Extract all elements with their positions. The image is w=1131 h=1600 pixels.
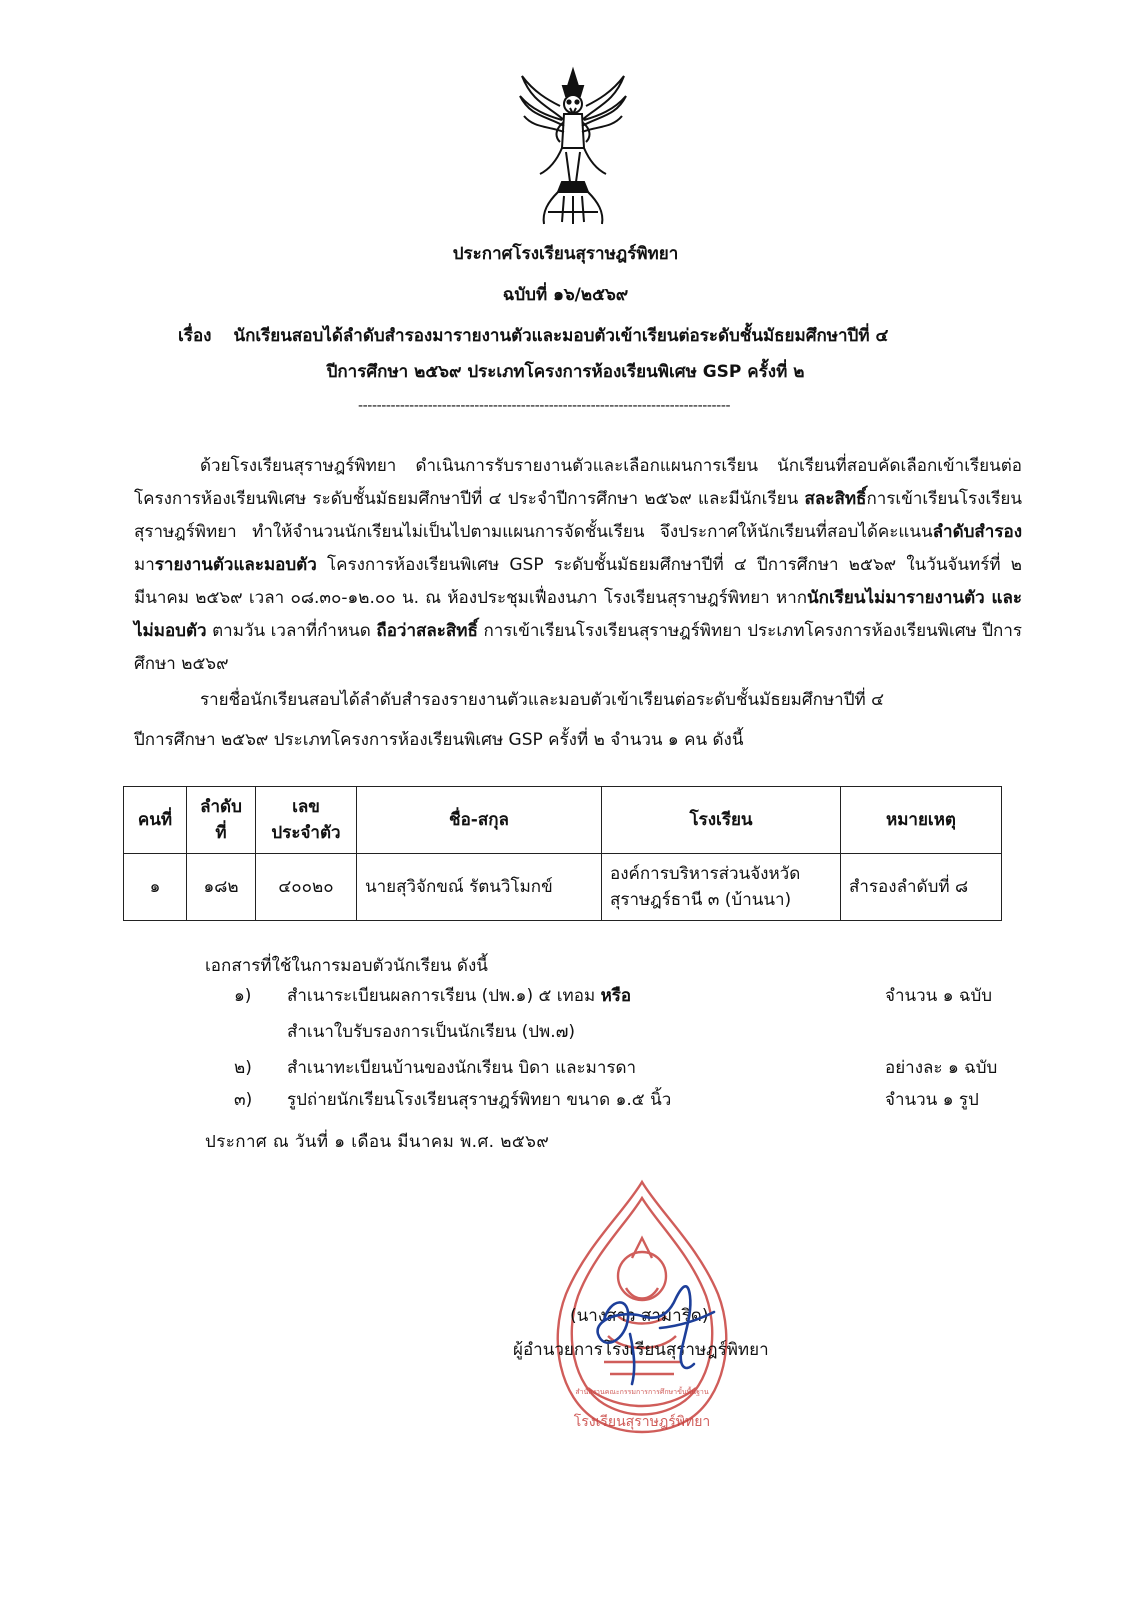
result-table	[123, 786, 1002, 921]
signature-icon	[590, 1268, 720, 1388]
cell-school: องค์การบริหารส่วนจังหวัด สุราษฎร์ธานี ๓ (บ้านนา)	[602, 854, 841, 921]
doc-text-1: สำเนาระเบียนผลการเรียน (ปพ.๑) ๕ เทอม หรือ	[287, 986, 632, 1006]
documents-title: เอกสารที่ใช้ในการมอบตัวนักเรียน ดังนี้	[205, 956, 488, 976]
table-header-row	[124, 787, 1002, 854]
p1-bold-reserve: ลำดับสำรอง	[932, 522, 1022, 542]
signer-title: ผู้อำนวยการโรงเรียนสุราษฎร์พิทยา	[513, 1340, 769, 1360]
garuda-emblem-icon	[518, 62, 628, 232]
col-header-school: โรงเรียน	[602, 787, 841, 854]
p1-text-k: การเข้าเรียนโรงเรียนสุราษฎร์พิทยา ประเภทโครงการห้องเรียนพิเศษ ปีการศึกษา ๒๕๖๙	[134, 621, 1023, 674]
cell-no: ๑	[124, 854, 187, 921]
p1-bold-absent: นักเรียนไม่มารายงานตัว และไม่มอบตัว	[134, 588, 1023, 641]
subject-label: เรื่อง	[178, 326, 212, 346]
separator-line: --------------------------------------------------------------------------------	[358, 398, 731, 414]
doc-num-1: ๑)	[234, 986, 252, 1006]
signer-name: (นางสาว สามาริด)	[570, 1306, 709, 1326]
paragraph-1	[134, 450, 1022, 681]
col-header-no: คนที่	[124, 787, 187, 854]
cell-name: นายสุวิจักขณ์ รัตนวิโมกข์	[357, 854, 602, 921]
cell-student-id: ๔๐๐๒๐	[256, 854, 357, 921]
p1-text-i: ตามวัน เวลาที่กำหนด	[206, 621, 377, 641]
col-header-name: ชื่อ-สกุล	[357, 787, 602, 854]
announcement-date: ประกาศ ณ วันที่ ๑ เดือน มีนาคม พ.ศ. ๒๕๖๙	[205, 1132, 550, 1152]
p1-bold-forfeit: ถือว่าสละสิทธิ์	[376, 621, 478, 641]
p1-text-a: ด้วยโรงเรียนสุราษฎร์พิทยา ดำเนินการรับรายงานตัวและเลือกแผนการเรียน นักเรียนที่สอบคัดเลือกเข้าเรียนต่อโครงการห้องเรียนพิเศษ ระดับชั้นมัธยมศึกษาปีที่ ๔ ประจำปีการศึกษา ๒๕๖๙ และมีนักเรียน	[134, 456, 1022, 509]
paragraph-2-line-1: รายชื่อนักเรียนสอบได้ลำดับสำรองรายงานตัวและมอบตัวเข้าเรียนต่อระดับชั้นมัธยมศึกษาปีที่ ๔	[200, 690, 884, 710]
subject-line-1	[178, 322, 888, 349]
subject-text-1: นักเรียนสอบได้ลำดับสำรองมารายงานตัวและมอบตัวเข้าเรียนต่อระดับชั้นมัธยมศึกษาปีที่ ๔	[233, 326, 889, 346]
paragraph-2-line-2: ปีการศึกษา ๒๕๖๙ ประเภทโครงการห้องเรียนพิเศษ GSP ครั้งที่ ๒ จำนวน ๑ คน ดังนี้	[134, 730, 744, 750]
doc-qty-2: อย่างละ ๑ ฉบับ	[885, 1058, 998, 1078]
p1-bold-waive: สละสิทธิ์	[804, 489, 867, 509]
table-row	[124, 854, 1002, 921]
col-header-student-id: เลข ประจำตัว	[256, 787, 357, 854]
svg-text:สำนักงานคณะกรรมการการศึกษาขั้น: สำนักงานคณะกรรมการการศึกษาขั้นพื้นฐาน	[575, 1388, 709, 1396]
p1-text-c: การเข้าเรียนโรงเรียนสุราษฎร์พิทยา ทำให้จำนวนนักเรียนไม่เป็นไปตามแผนการจัดชั้นเรียน จึงประกาศให้นักเรียนที่สอบได้คะแนน	[134, 489, 1022, 542]
doc-qty-1: จำนวน ๑ ฉบับ	[885, 986, 993, 1006]
announcement-title: ประกาศโรงเรียนสุราษฎร์พิทยา	[452, 244, 679, 264]
doc-text-1b: สำเนาใบรับรองการเป็นนักเรียน (ปพ.๗)	[287, 1022, 576, 1042]
doc-qty-3: จำนวน ๑ รูป	[885, 1090, 979, 1110]
col-header-remark: หมายเหตุ	[841, 787, 1002, 854]
svg-text:โรงเรียนสุราษฎร์พิทยา: โรงเรียนสุราษฎร์พิทยา	[573, 1414, 711, 1430]
doc-text-2: สำเนาทะเบียนบ้านของนักเรียน บิดา และมารดา	[287, 1058, 637, 1078]
p1-text-g: โครงการห้องเรียนพิเศษ GSP ระดับชั้นมัธยมศึกษาปีที่ ๔ ปีการศึกษา ๒๕๖๙ ในวันจันทร์ที่ ๒ มีนาคม ๒๕๖๙ เวลา ๐๘.๓๐-๑๒.๐๐ น. ณ ห้องประชุมเฟื่องนภา โรงเรียนสุราษฎร์พิทยา หาก	[134, 555, 1022, 608]
p1-bold-report: รายงานตัวและมอบตัว	[154, 555, 317, 575]
doc-text-3: รูปถ่ายนักเรียนโรงเรียนสุราษฎร์พิทยา ขนาด ๑.๕ นิ้ว	[287, 1090, 672, 1110]
subject-line-2: ปีการศึกษา ๒๕๖๙ ประเภทโครงการห้องเรียนพิเศษ GSP ครั้งที่ ๒	[326, 362, 805, 382]
issue-number: ฉบับที่ ๑๖/๒๕๖๙	[502, 285, 629, 305]
cell-rank: ๑๘๒	[187, 854, 256, 921]
col-header-rank: ลำดับ ที่	[187, 787, 256, 854]
cell-remark: สำรองลำดับที่ ๘	[841, 854, 1002, 921]
doc-num-3: ๓)	[234, 1090, 253, 1110]
doc-num-2: ๒)	[234, 1058, 252, 1078]
p1-text-e: มา	[134, 555, 155, 575]
